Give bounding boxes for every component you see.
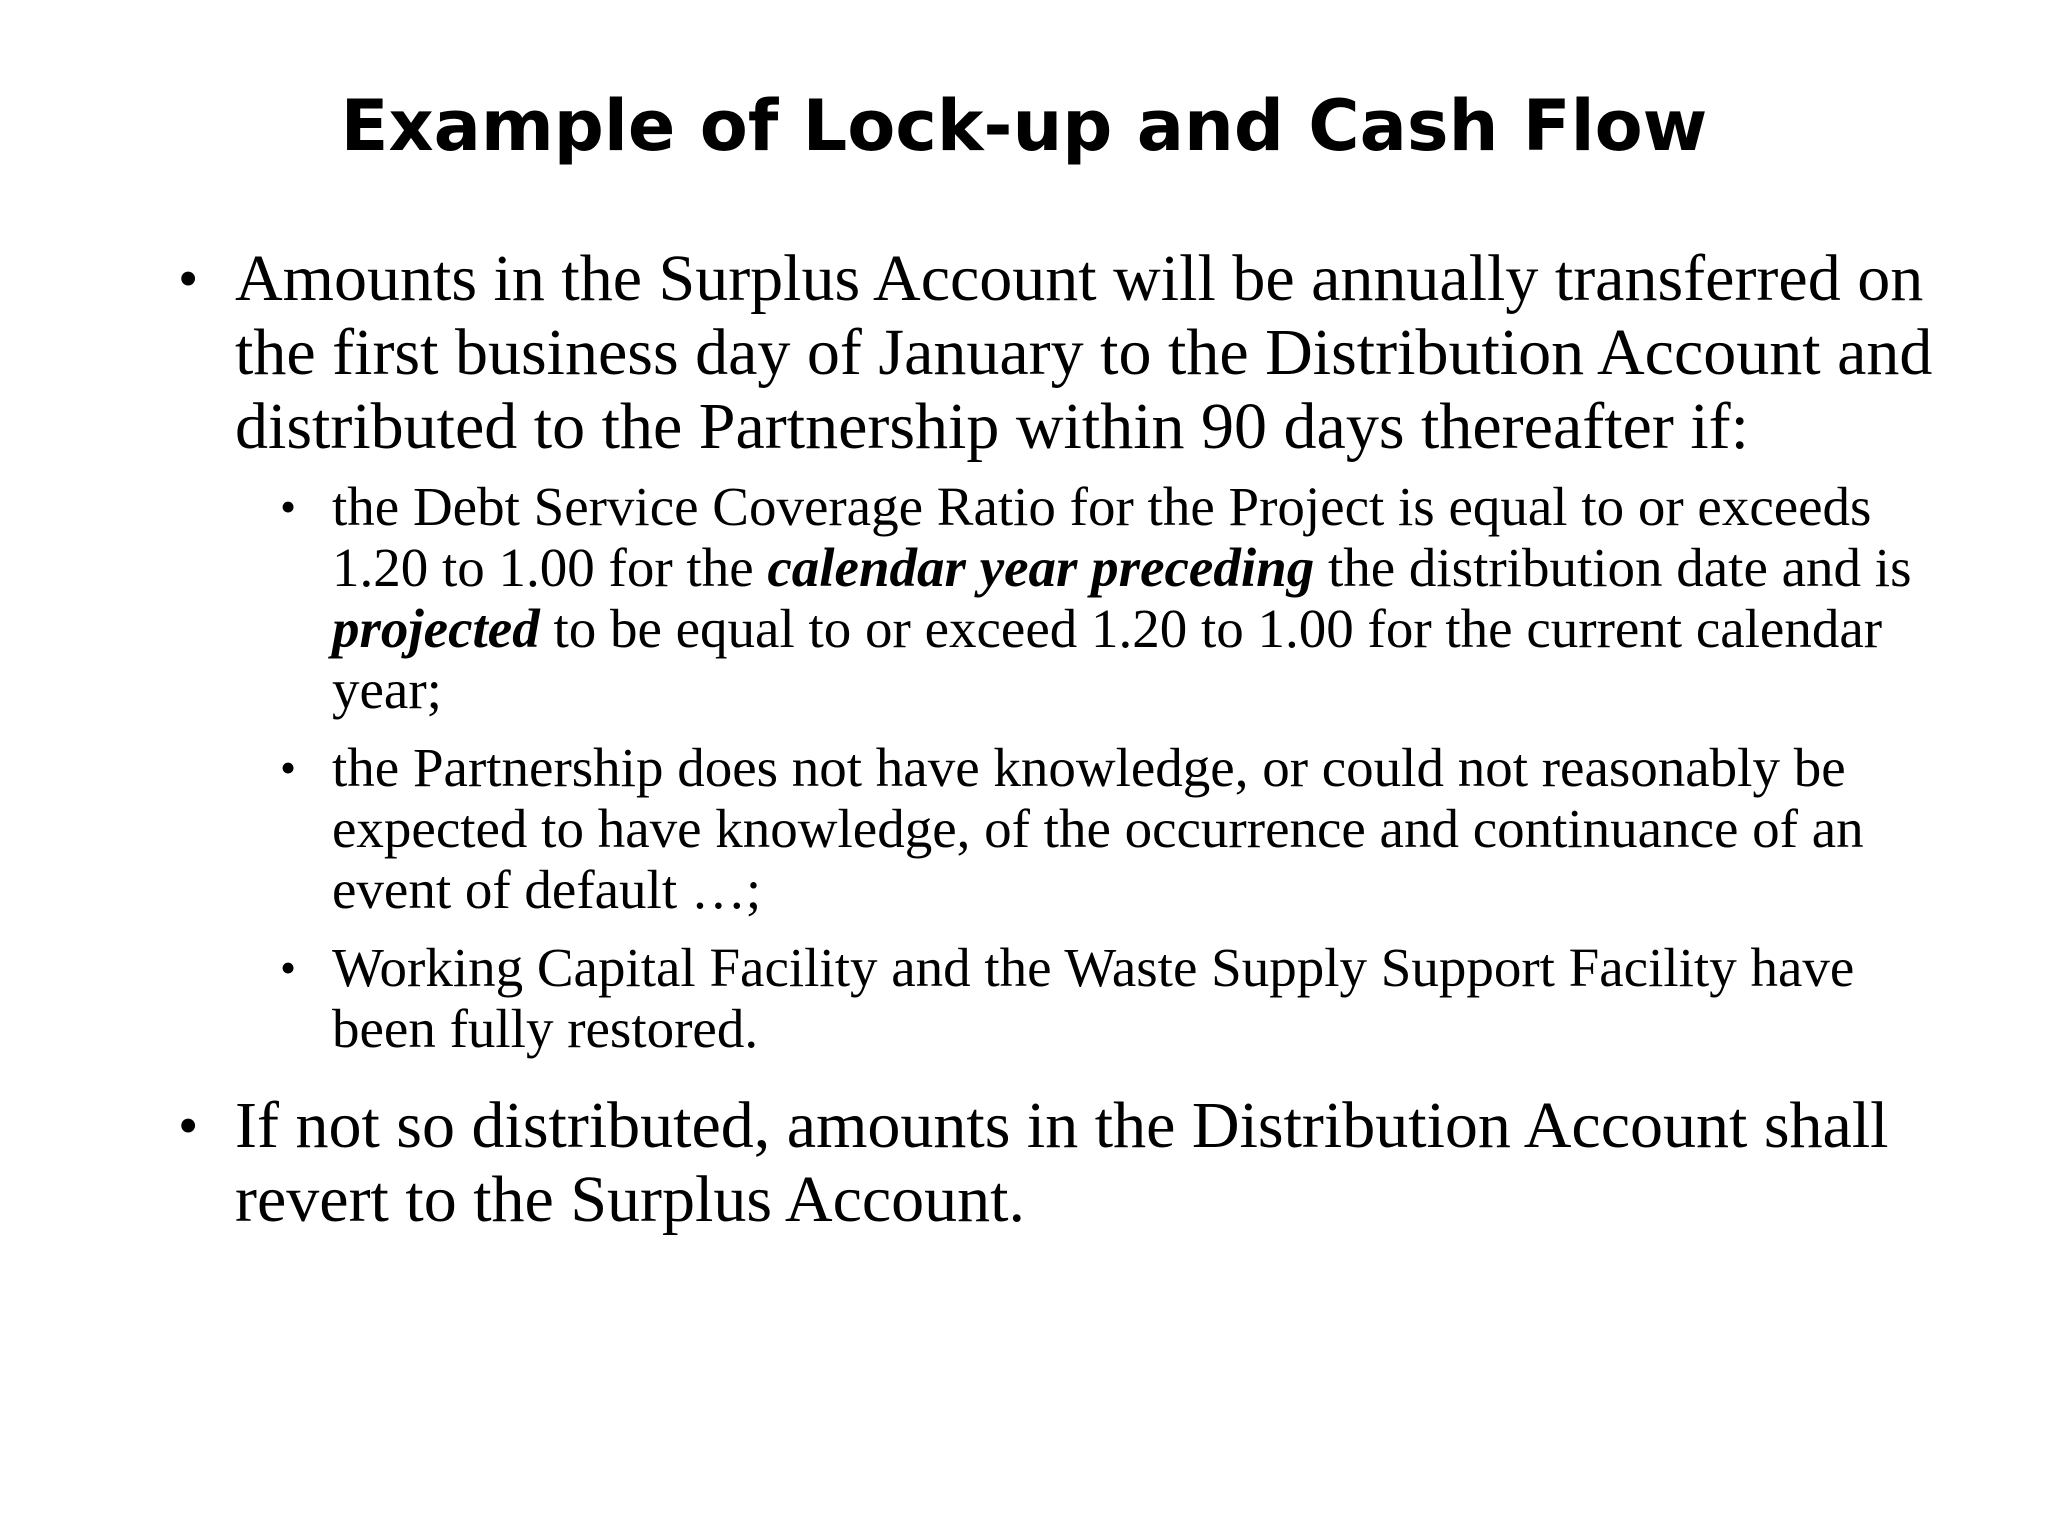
bullet-icon: • [178, 246, 199, 311]
sub-bullet-item [280, 737, 1938, 920]
sub-bullet-text-part: the distribution date and is [1314, 537, 1912, 598]
sub-bullet-text [332, 476, 1911, 720]
sub-bullet-text: Working Capital Facility and the Waste Supply Support Facility have been fully restored. [332, 937, 1855, 1059]
bullet-icon: • [280, 942, 297, 993]
slide-body [178, 242, 1938, 1237]
emphasis-text: projected [332, 598, 540, 659]
bullet-icon: • [280, 481, 297, 532]
bullet-item [178, 242, 1938, 464]
sub-bullet-item [280, 937, 1938, 1059]
slide-title: Example of Lock-up and Cash Flow [340, 85, 1708, 167]
sub-bullet-text-part: the Debt Service Coverage Ratio for the Project is equal to or exceeds 1.20 to 1.00 for the [332, 476, 1872, 598]
bullet-item [178, 1089, 1938, 1237]
bullet-icon: • [280, 742, 297, 793]
emphasis-text: calendar year preceding [767, 537, 1315, 598]
sub-bullet-item [280, 476, 1938, 720]
bullet-icon: • [178, 1093, 199, 1158]
bullet-text: If not so distributed, amounts in the Distribution Account shall revert to the Surplus Account. [235, 1089, 1889, 1236]
sub-bullet-text-part: to be equal to or exceed 1.20 to 1.00 for the current calendar year; [332, 598, 1883, 720]
bullet-text: Amounts in the Surplus Account will be annually transferred on the first business day of January to the Distribution Account and distributed to the Partnership within 90 days thereafter if: [235, 242, 1933, 463]
sub-bullet-text: the Partnership does not have knowledge, or could not reasonably be expected to have knowledge, of the occurrence and continuance of an event of default …; [332, 737, 1864, 920]
sub-bullet-list [280, 476, 1938, 1059]
